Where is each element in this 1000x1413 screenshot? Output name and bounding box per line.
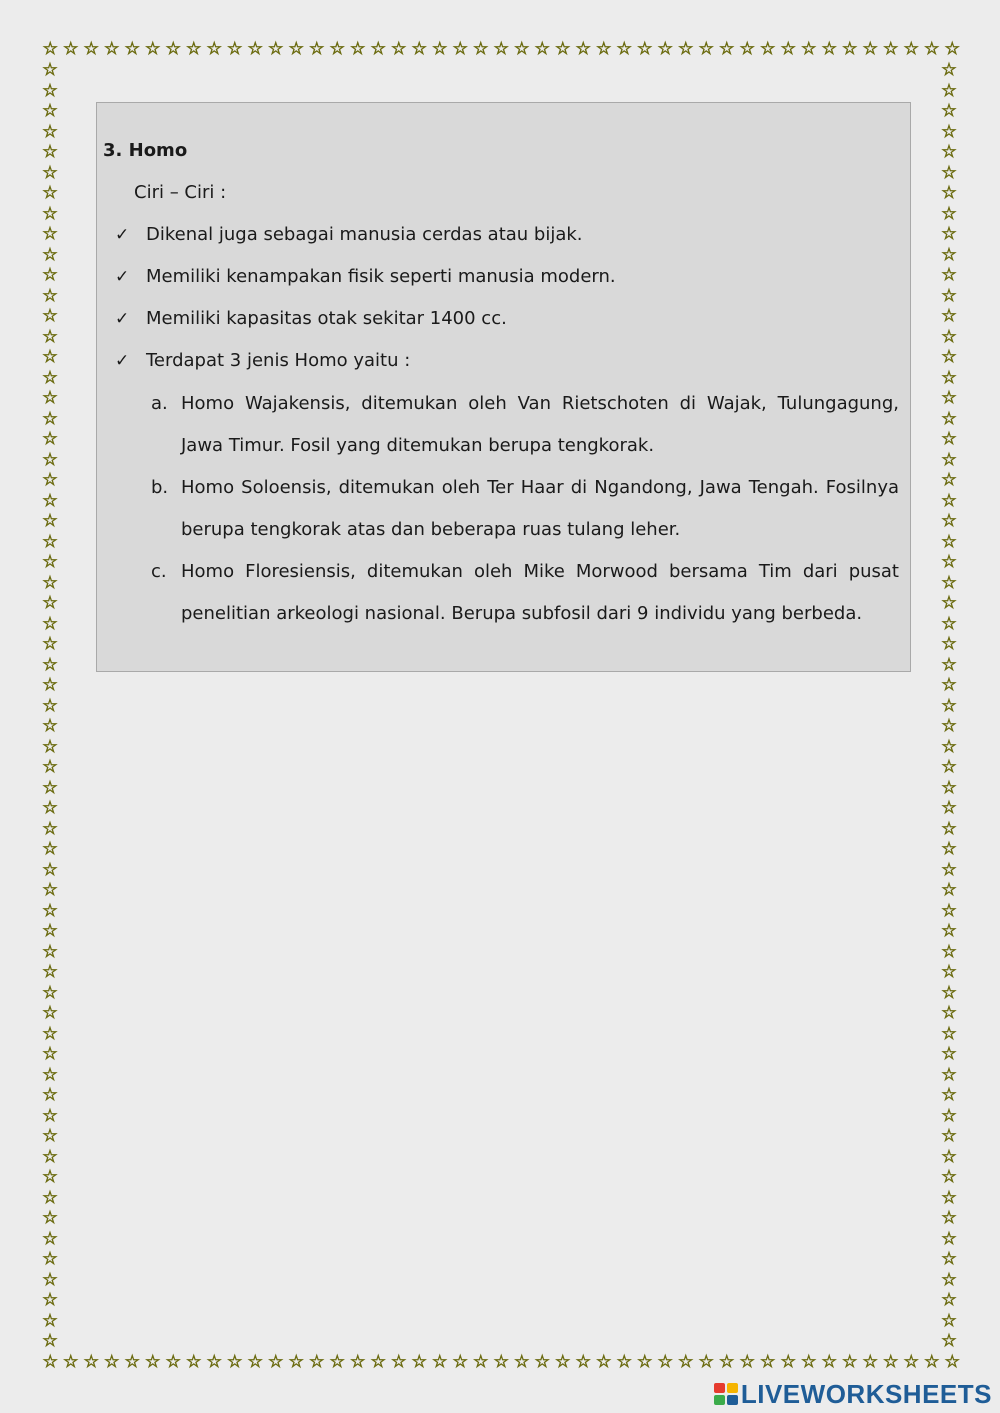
star-icon: ☆: [452, 1352, 468, 1372]
star-icon: ☆: [42, 490, 58, 511]
star-icon: ☆: [227, 39, 243, 59]
star-icon: ☆: [329, 1352, 345, 1372]
star-border-right: [938, 60, 960, 1352]
star-icon: ☆: [432, 1352, 448, 1372]
star-icon: ☆: [941, 941, 957, 962]
star-icon: ☆: [941, 962, 957, 982]
star-icon: ☆: [42, 634, 58, 654]
star-icon: ☆: [42, 1331, 58, 1351]
star-icon: ☆: [944, 1352, 960, 1372]
star-icon: ☆: [616, 1352, 632, 1372]
star-icon: ☆: [941, 818, 957, 839]
star-icon: ☆: [42, 777, 58, 798]
star-icon: ☆: [42, 265, 58, 285]
star-icon: ☆: [42, 1105, 58, 1126]
star-icon: ☆: [941, 408, 957, 429]
star-icon: ☆: [941, 921, 957, 941]
star-icon: ☆: [42, 1146, 58, 1167]
star-icon: ☆: [780, 39, 796, 59]
star-icon: ☆: [941, 900, 957, 921]
star-icon: ☆: [862, 1352, 878, 1372]
star-icon: ☆: [941, 1085, 957, 1105]
star-icon: ☆: [760, 1352, 776, 1372]
star-icon: ☆: [941, 203, 957, 224]
star-icon: ☆: [42, 798, 58, 818]
star-icon: ☆: [719, 39, 735, 59]
star-icon: ☆: [941, 654, 957, 675]
star-icon: ☆: [941, 695, 957, 716]
star-icon: ☆: [124, 1352, 140, 1372]
star-icon: ☆: [42, 1228, 58, 1249]
star-icon: ☆: [739, 1352, 755, 1372]
star-icon: ☆: [63, 1352, 79, 1372]
star-icon: ☆: [42, 326, 58, 347]
star-icon: ☆: [42, 1269, 58, 1290]
star-icon: ☆: [555, 1352, 571, 1372]
star-icon: ☆: [42, 1208, 58, 1228]
star-icon: ☆: [42, 941, 58, 962]
star-icon: ☆: [63, 39, 79, 59]
star-icon: ☆: [42, 716, 58, 736]
section-heading: 3. Homo: [103, 140, 188, 161]
star-icon: ☆: [941, 142, 957, 162]
star-icon: ☆: [42, 982, 58, 1003]
star-icon: ☆: [657, 39, 673, 59]
star-icon: ☆: [42, 1249, 58, 1269]
liveworksheets-logo-text: LIVEWORKSHEETS: [740, 1378, 992, 1409]
content-box: [96, 102, 911, 672]
star-icon: ☆: [941, 1228, 957, 1249]
type-text-line: Jawa Timur. Fosil yang ditemukan berupa tengkorak.: [181, 435, 655, 456]
star-icon: ☆: [941, 1167, 957, 1187]
star-icon: ☆: [941, 347, 957, 367]
star-icon: ☆: [941, 531, 957, 552]
star-icon: ☆: [801, 39, 817, 59]
star-icon: ☆: [42, 1003, 58, 1023]
star-icon: ☆: [821, 39, 837, 59]
star-icon: ☆: [719, 1352, 735, 1372]
star-icon: ☆: [42, 736, 58, 757]
star-icon: ☆: [247, 1352, 263, 1372]
star-icon: ☆: [42, 880, 58, 900]
star-icon: ☆: [596, 39, 612, 59]
star-icon: ☆: [42, 1352, 58, 1372]
star-icon: ☆: [473, 1352, 489, 1372]
star-icon: ☆: [42, 142, 58, 162]
star-icon: ☆: [941, 101, 957, 121]
star-icon: ☆: [42, 1167, 58, 1187]
star-icon: ☆: [370, 39, 386, 59]
star-icon: ☆: [42, 572, 58, 593]
star-icon: ☆: [268, 39, 284, 59]
star-icon: ☆: [104, 39, 120, 59]
star-icon: ☆: [941, 1310, 957, 1331]
type-label: a.: [151, 393, 168, 414]
star-icon: ☆: [698, 1352, 714, 1372]
star-icon: ☆: [903, 39, 919, 59]
star-icon: ☆: [941, 1003, 957, 1023]
star-icon: ☆: [42, 1290, 58, 1310]
star-icon: ☆: [698, 39, 714, 59]
star-icon: ☆: [821, 1352, 837, 1372]
star-icon: ☆: [941, 634, 957, 654]
star-icon: ☆: [42, 101, 58, 121]
star-icon: ☆: [42, 162, 58, 183]
star-icon: ☆: [944, 39, 960, 59]
star-icon: ☆: [42, 593, 58, 613]
star-icon: ☆: [473, 39, 489, 59]
star-icon: ☆: [941, 1064, 957, 1085]
star-icon: ☆: [941, 1331, 957, 1351]
star-icon: ☆: [941, 880, 957, 900]
star-icon: ☆: [83, 39, 99, 59]
type-text-line: Homo Soloensis, ditemukan oleh Ter Haar di Ngandong, Jawa Tengah. Fosilnya: [181, 477, 899, 498]
star-icon: ☆: [941, 1249, 957, 1269]
checkmark-icon: ✓: [115, 351, 130, 371]
star-icon: ☆: [941, 1146, 957, 1167]
star-icon: ☆: [941, 675, 957, 695]
star-icon: ☆: [452, 39, 468, 59]
star-icon: ☆: [555, 39, 571, 59]
star-icon: ☆: [924, 39, 940, 59]
star-icon: ☆: [329, 39, 345, 59]
star-icon: ☆: [514, 1352, 530, 1372]
star-icon: ☆: [616, 39, 632, 59]
star-icon: ☆: [350, 1352, 366, 1372]
star-icon: ☆: [42, 183, 58, 203]
bullet-item: Terdapat 3 jenis Homo yaitu :: [146, 350, 411, 371]
type-label: b.: [151, 477, 169, 498]
star-icon: ☆: [801, 1352, 817, 1372]
star-icon: ☆: [493, 39, 509, 59]
logo-square: [727, 1383, 738, 1393]
star-icon: ☆: [42, 388, 58, 408]
star-icon: ☆: [42, 1064, 58, 1085]
star-icon: ☆: [637, 39, 653, 59]
star-icon: ☆: [941, 285, 957, 306]
star-icon: ☆: [411, 39, 427, 59]
star-icon: ☆: [42, 80, 58, 101]
star-icon: ☆: [842, 39, 858, 59]
star-icon: ☆: [42, 1310, 58, 1331]
star-border-bottom: [40, 1352, 962, 1372]
star-icon: ☆: [145, 1352, 161, 1372]
star-icon: ☆: [941, 490, 957, 511]
star-icon: ☆: [288, 39, 304, 59]
star-icon: ☆: [42, 367, 58, 388]
star-icon: ☆: [411, 1352, 427, 1372]
star-icon: ☆: [42, 429, 58, 449]
star-icon: ☆: [514, 39, 530, 59]
star-icon: ☆: [165, 1352, 181, 1372]
star-icon: ☆: [941, 593, 957, 613]
star-icon: ☆: [678, 39, 694, 59]
star-icon: ☆: [941, 1187, 957, 1208]
star-icon: ☆: [42, 244, 58, 265]
star-icon: ☆: [268, 1352, 284, 1372]
star-border-top: [40, 39, 962, 59]
logo-square: [727, 1395, 738, 1405]
star-icon: ☆: [42, 285, 58, 306]
type-label: c.: [151, 561, 167, 582]
star-icon: ☆: [941, 121, 957, 142]
star-icon: ☆: [862, 39, 878, 59]
logo-square: [714, 1383, 725, 1393]
star-icon: ☆: [941, 1290, 957, 1310]
star-icon: ☆: [42, 613, 58, 634]
star-icon: ☆: [309, 39, 325, 59]
logo-square: [714, 1395, 725, 1405]
star-icon: ☆: [42, 900, 58, 921]
star-icon: ☆: [637, 1352, 653, 1372]
star-icon: ☆: [227, 1352, 243, 1372]
star-icon: ☆: [42, 121, 58, 142]
star-icon: ☆: [370, 1352, 386, 1372]
star-icon: ☆: [941, 306, 957, 326]
star-icon: ☆: [941, 839, 957, 859]
star-icon: ☆: [941, 183, 957, 203]
star-icon: ☆: [42, 511, 58, 531]
star-icon: ☆: [42, 921, 58, 941]
star-icon: ☆: [42, 1187, 58, 1208]
star-icon: ☆: [42, 654, 58, 675]
star-icon: ☆: [941, 429, 957, 449]
star-icon: ☆: [941, 1126, 957, 1146]
star-icon: ☆: [941, 1208, 957, 1228]
checkmark-icon: ✓: [115, 225, 130, 245]
star-icon: ☆: [42, 60, 58, 80]
star-icon: ☆: [941, 162, 957, 183]
star-icon: ☆: [42, 552, 58, 572]
star-icon: ☆: [42, 1085, 58, 1105]
star-icon: ☆: [42, 757, 58, 777]
star-icon: ☆: [941, 859, 957, 880]
type-text-line: Homo Wajakensis, ditemukan oleh Van Rietschoten di Wajak, Tulungagung,: [181, 393, 899, 414]
star-icon: ☆: [941, 1269, 957, 1290]
star-icon: ☆: [206, 39, 222, 59]
bullet-item: Memiliki kapasitas otak sekitar 1400 cc.: [146, 308, 507, 329]
star-icon: ☆: [206, 1352, 222, 1372]
liveworksheets-logo[interactable]: [714, 1379, 992, 1409]
star-icon: ☆: [42, 962, 58, 982]
star-icon: ☆: [42, 1023, 58, 1044]
star-icon: ☆: [42, 408, 58, 429]
type-text-line: penelitian arkeologi nasional. Berupa subfosil dari 9 individu yang berbeda.: [181, 603, 863, 624]
star-icon: ☆: [124, 39, 140, 59]
bullet-item: Memiliki kenampakan fisik seperti manusia modern.: [146, 266, 616, 287]
star-icon: ☆: [309, 1352, 325, 1372]
star-icon: ☆: [575, 1352, 591, 1372]
star-icon: ☆: [165, 39, 181, 59]
star-icon: ☆: [42, 818, 58, 839]
star-icon: ☆: [941, 798, 957, 818]
bullet-item: Dikenal juga sebagai manusia cerdas atau bijak.: [146, 224, 583, 245]
star-icon: ☆: [42, 306, 58, 326]
star-icon: ☆: [780, 1352, 796, 1372]
star-icon: ☆: [739, 39, 755, 59]
star-border-left: [39, 60, 61, 1352]
star-icon: ☆: [760, 39, 776, 59]
star-icon: ☆: [247, 39, 263, 59]
star-icon: ☆: [941, 572, 957, 593]
star-icon: ☆: [575, 39, 591, 59]
star-icon: ☆: [42, 675, 58, 695]
star-icon: ☆: [534, 1352, 550, 1372]
star-icon: ☆: [534, 39, 550, 59]
star-icon: ☆: [391, 39, 407, 59]
star-icon: ☆: [924, 1352, 940, 1372]
type-text-line: berupa tengkorak atas dan beberapa ruas tulang leher.: [181, 519, 681, 540]
liveworksheets-mark-icon: [714, 1383, 738, 1405]
star-icon: ☆: [42, 224, 58, 244]
star-icon: ☆: [941, 1044, 957, 1064]
star-icon: ☆: [678, 1352, 694, 1372]
star-icon: ☆: [42, 695, 58, 716]
star-icon: ☆: [883, 1352, 899, 1372]
star-icon: ☆: [83, 1352, 99, 1372]
star-icon: ☆: [941, 736, 957, 757]
star-icon: ☆: [186, 1352, 202, 1372]
star-icon: ☆: [941, 326, 957, 347]
star-icon: ☆: [941, 777, 957, 798]
star-icon: ☆: [42, 1044, 58, 1064]
checkmark-icon: ✓: [115, 267, 130, 287]
star-icon: ☆: [941, 224, 957, 244]
star-icon: ☆: [145, 39, 161, 59]
star-icon: ☆: [42, 859, 58, 880]
star-icon: ☆: [493, 1352, 509, 1372]
star-icon: ☆: [42, 39, 58, 59]
star-icon: ☆: [883, 39, 899, 59]
star-icon: ☆: [941, 367, 957, 388]
star-icon: ☆: [391, 1352, 407, 1372]
star-icon: ☆: [941, 511, 957, 531]
star-icon: ☆: [42, 347, 58, 367]
star-icon: ☆: [941, 244, 957, 265]
star-icon: ☆: [288, 1352, 304, 1372]
star-icon: ☆: [941, 757, 957, 777]
star-icon: ☆: [941, 1105, 957, 1126]
star-icon: ☆: [941, 613, 957, 634]
checkmark-icon: ✓: [115, 309, 130, 329]
star-icon: ☆: [186, 39, 202, 59]
star-icon: ☆: [104, 1352, 120, 1372]
star-icon: ☆: [42, 203, 58, 224]
star-icon: ☆: [432, 39, 448, 59]
star-icon: ☆: [42, 839, 58, 859]
star-icon: ☆: [941, 552, 957, 572]
star-icon: ☆: [941, 1023, 957, 1044]
star-icon: ☆: [941, 449, 957, 470]
star-icon: ☆: [42, 1126, 58, 1146]
star-icon: ☆: [941, 470, 957, 490]
star-icon: ☆: [42, 449, 58, 470]
star-icon: ☆: [941, 716, 957, 736]
star-icon: ☆: [350, 39, 366, 59]
star-icon: ☆: [941, 388, 957, 408]
star-icon: ☆: [42, 531, 58, 552]
type-text-line: Homo Floresiensis, ditemukan oleh Mike Morwood bersama Tim dari pusat: [181, 561, 899, 582]
star-icon: ☆: [657, 1352, 673, 1372]
star-icon: ☆: [42, 470, 58, 490]
star-icon: ☆: [941, 80, 957, 101]
star-icon: ☆: [941, 265, 957, 285]
section-subheading: Ciri – Ciri :: [134, 182, 227, 203]
star-icon: ☆: [941, 60, 957, 80]
star-icon: ☆: [596, 1352, 612, 1372]
star-icon: ☆: [903, 1352, 919, 1372]
star-icon: ☆: [842, 1352, 858, 1372]
star-icon: ☆: [941, 982, 957, 1003]
